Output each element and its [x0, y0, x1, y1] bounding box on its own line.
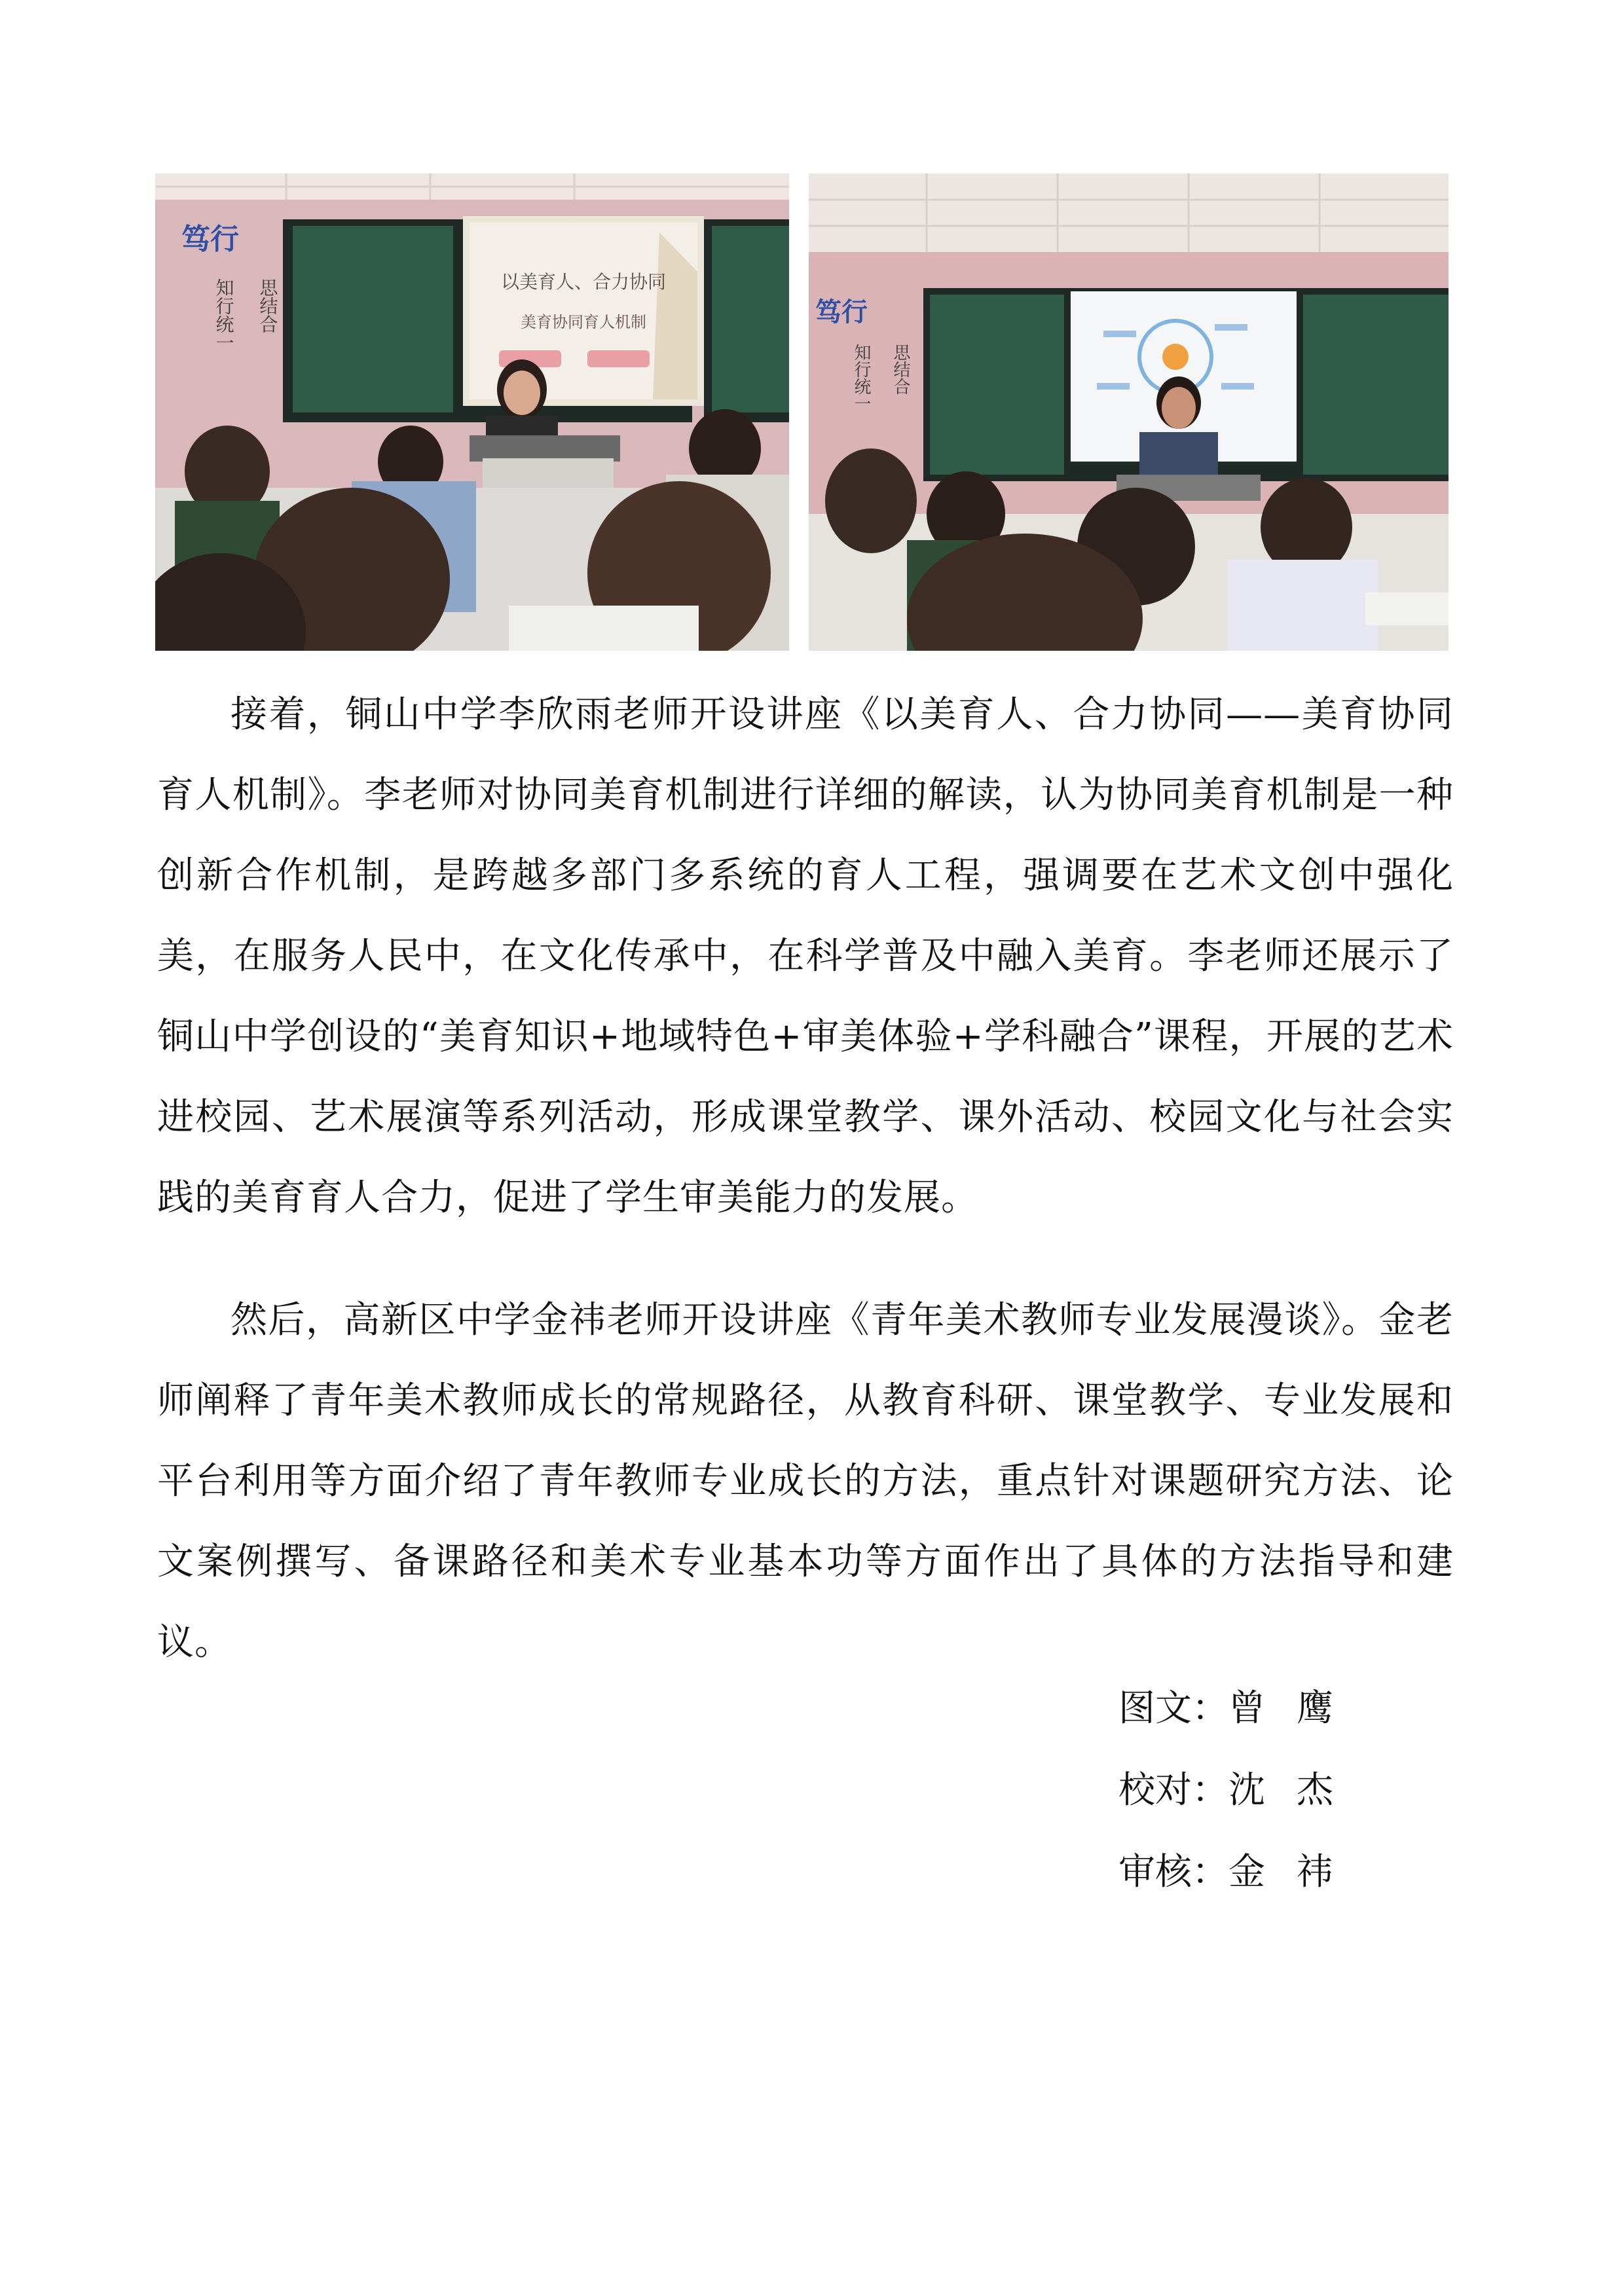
- credit-label: 审核：: [1118, 1851, 1228, 1893]
- wall-poster-left: 知行统一: [851, 344, 871, 412]
- wall-poster-right: 思结合: [257, 278, 279, 333]
- credit-name: 金祎: [1228, 1851, 1365, 1893]
- credit-photo-text: [1118, 1686, 1365, 1732]
- slide-subtitle: 美育协同育人机制: [521, 313, 646, 331]
- credit-name: 曾鹰: [1228, 1687, 1365, 1730]
- article-paragraph-2: 然后，高新区中学金祎老师开设讲座《青年美术教师专业发展漫谈》。金老师阐释了青年美术教师成长的常规路径，从教育科研、课堂教学、专业发展和平台利用等方面介绍了青年教师专业成长的方法，重点针对课题研究方法、论文案例撰写、备课路径和美术专业基本功等方面作出了具体的方法指导和建议。: [157, 1299, 1454, 1664]
- credit-proofread: [1118, 1768, 1365, 1813]
- lecture-photo-left: [155, 173, 789, 651]
- wall-poster-right: 思结合: [891, 344, 910, 395]
- credit-review: [1118, 1850, 1365, 1895]
- credit-label: 校对：: [1118, 1769, 1228, 1812]
- slide-title: 以美育人、合力协同: [500, 271, 667, 293]
- article-paragraph-1: 接着，铜山中学李欣雨老师开设讲座《以美育人、合力协同——美育协同育人机制》。李老师对协同美育机制进行详细的解读，认为协同美育机制是一种创新合作机制，是跨越多部门多系统的育人工程，强调要在艺术文创中强化美，在服务人民中，在文化传承中，在科学普及中融入美育。李老师还展示了铜山中学创设的“美育知识+地域特色+审美体验+学科融合”课程，开展的艺术进校园、艺术展演等系列活动，形成课堂教学、课外活动、校园文化与社会实践的美育育人合力，促进了学生审美能力的发展。: [157, 693, 1454, 1219]
- lecture-photo-right-image: [809, 173, 1449, 651]
- lecture-photo-right: [809, 173, 1449, 651]
- credit-label: 图文：: [1118, 1687, 1228, 1730]
- wall-title: 笃行: [815, 297, 868, 327]
- lecture-photo-left-image: [155, 173, 789, 651]
- wall-poster-left: 知行统一: [213, 278, 235, 352]
- wall-title: 笃行: [181, 223, 239, 256]
- credit-name: 沈杰: [1228, 1769, 1365, 1812]
